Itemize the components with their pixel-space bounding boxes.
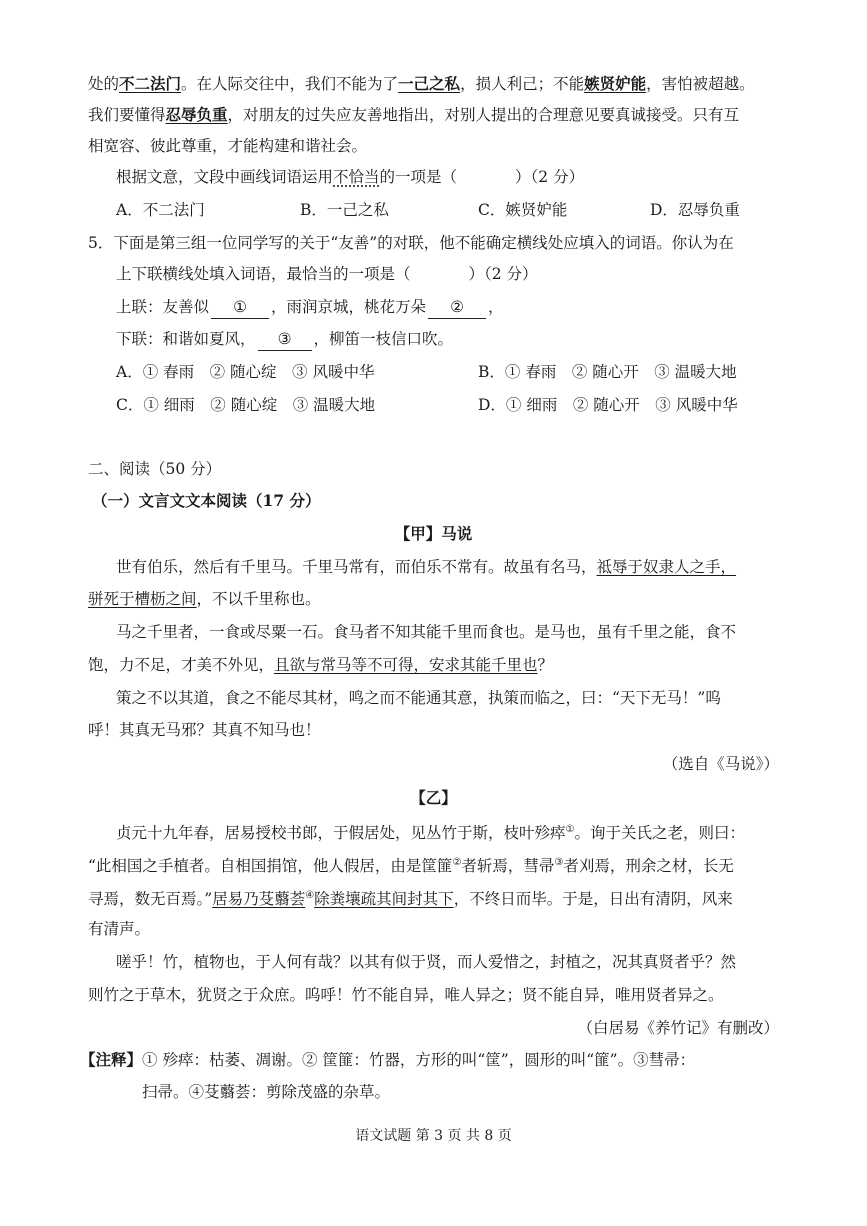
underlined-term-1: 不二法门	[119, 74, 182, 93]
text: 寻焉，数无百焉。”	[88, 890, 213, 909]
text-b-line-6: 则竹之于草木，犹贤之于众庶。呜呼！竹不能自异，唯人异之；贤不能自异，唯用贤者异之。	[88, 986, 724, 1004]
text-b-title: 【乙】	[410, 788, 457, 807]
text: 者斩焉，彗帚	[461, 857, 555, 876]
text: ，雨润京城，桃花万朵	[271, 298, 427, 316]
footnote-marker: ①	[565, 824, 575, 835]
underlined-sentence: 居易乃芟蘙荟	[212, 890, 306, 909]
text-a-line-4	[88, 654, 807, 676]
fill-blank-1: ①	[211, 296, 269, 319]
underlined-term-4: 忍辱负重	[165, 105, 228, 124]
text: 下联：和谐如夏风，	[116, 330, 256, 348]
text: 饱，力不足，才美不外见，	[88, 656, 275, 674]
text: 。在人际交往中，我们不能为了	[181, 75, 399, 93]
text-a-line-6: 呼！其真无马邪？其真不知马也！	[88, 721, 321, 739]
notes-label: 【注释】	[80, 1050, 143, 1069]
page-footer: 语文试题 第 3 页 共 8 页	[355, 1128, 512, 1144]
text: ）（2 分）	[515, 168, 585, 186]
text: 贞元十九年春，居易授校书郎，于假居处，见丛竹于斯，枝叶殄瘁	[116, 824, 566, 843]
option-a: A．① 春雨 ② 随心绽 ③ 风暖中华	[116, 363, 375, 381]
option-d: D．忍辱负重	[650, 201, 740, 219]
underlined-sentence: 骈死于槽枥之间	[88, 590, 197, 608]
fill-blank-2: ②	[428, 296, 486, 319]
text: 者刈焉，刑余之材，长无	[563, 857, 734, 876]
question-4-stem	[116, 166, 807, 188]
text: 上联：友善似	[116, 298, 210, 316]
text: 我们要懂得	[88, 106, 166, 124]
fill-blank-3: ③	[258, 328, 312, 351]
subsection-title: （一）文言文文本阅读（17 分）	[92, 491, 321, 510]
passage-line-3: 相宽容、彼此尊重，才能构建和谐社会。	[88, 137, 368, 155]
text: 的一项是（	[379, 168, 458, 186]
couplet-upper	[116, 296, 807, 319]
question-5-stem-line-2	[116, 263, 807, 285]
text: ，对朋友的过失应友善地指出，对别人提出的合理意见要真诚接受。只有互	[227, 106, 740, 124]
text-b-line-5: 嗟乎！竹，植物也，于人何有哉？以其有似于贤，而人爱惜之，封植之，况其真贤者乎？然	[116, 953, 737, 971]
text: 处的	[88, 75, 120, 93]
text: ，柳笛一枝信口吹。	[313, 330, 454, 348]
text-a-line-5: 策之不以其道，食之不能尽其材，鸣之而不能通其意，执策而临之，曰：“天下无马！”呜	[116, 689, 721, 707]
section-title: 二、阅读（50 分）	[88, 460, 222, 478]
text: 上下联横线处填入词语，最恰当的一项是（	[116, 265, 411, 283]
option-a: A．不二法门	[116, 201, 205, 219]
text: 根据文意，文段中画线词语运用	[116, 168, 334, 186]
notes-line-2: 扫帚。④芟蘙荟：剪除茂盛的杂草。	[142, 1083, 391, 1101]
option-c: C．嫉贤妒能	[478, 201, 568, 219]
text: “此相国之手植者。自相国捐馆，他人假居，由是筐篚	[88, 857, 453, 876]
text: ，	[488, 298, 504, 316]
text: 。询于关氏之老，则曰：	[574, 824, 745, 843]
text-a-line-1	[116, 556, 807, 578]
option-c: C．① 细雨 ② 随心绽 ③ 温暖大地	[116, 396, 376, 414]
text: ）（2 分）	[468, 265, 538, 283]
text-b-line-1	[116, 819, 807, 844]
text-a-source: （选自《马说》）	[662, 755, 779, 773]
underlined-sentence: 除粪壤疏其间封其下	[314, 890, 454, 909]
text: ，损人利己；不能	[460, 75, 585, 93]
couplet-lower	[116, 328, 807, 351]
emphasized-dotted-text: 不恰当	[333, 168, 380, 186]
text: ，不终日而毕。于是，日出有清阴，风来	[453, 890, 733, 909]
footnote-marker: ②	[452, 857, 462, 868]
text-a-line-3: 马之千里者，一食或尽粟一石。食马者不知其能千里而食也。是马也，虽有千里之能，食不	[116, 623, 737, 641]
footnote-marker: ④	[305, 890, 315, 901]
footnote-marker: ③	[554, 857, 564, 868]
underlined-term-2: 一己之私	[398, 74, 461, 93]
question-5-stem-line-1: 5．下面是第三组一位同学写的关于“友善”的对联，他不能确定横线处应填入的词语。你认为在	[88, 234, 734, 252]
notes-line-1	[80, 1049, 807, 1071]
text: ？	[537, 656, 554, 674]
option-b: B．① 春雨 ② 随心开 ③ 温暖大地	[478, 363, 737, 381]
text: 世有伯乐，然后有千里马。千里马常有，而伯乐不常有。故虽有名马，	[116, 558, 597, 576]
text-b-source: （白居易《养竹记》有删改）	[577, 1019, 779, 1037]
underlined-term-3: 嫉贤妒能	[584, 74, 647, 93]
text: ，害怕被超越。	[646, 75, 755, 93]
text: ，不以千里称也。	[196, 590, 321, 608]
option-d: D．① 细雨 ② 随心开 ③ 风暖中华	[478, 396, 738, 414]
text-a-line-2	[88, 588, 807, 610]
passage-line-2	[88, 104, 807, 126]
option-b: B．一己之私	[300, 201, 389, 219]
text-a-title: 【甲】马说	[394, 524, 473, 543]
passage-line-1	[88, 73, 807, 95]
underlined-sentence: 且欲与常马等不可得，安求其能千里也	[274, 656, 538, 674]
text-b-line-2	[88, 852, 807, 877]
underlined-sentence: 祗辱于奴隶人之手，	[596, 558, 737, 576]
text-b-line-3	[88, 885, 807, 910]
text: ① 殄瘁：枯萎、凋谢。② 筐篚：竹器，方形的叫“筐”，圆形的叫“篚”。③彗帚：	[142, 1051, 696, 1069]
text-b-line-4: 有清声。	[88, 920, 151, 938]
